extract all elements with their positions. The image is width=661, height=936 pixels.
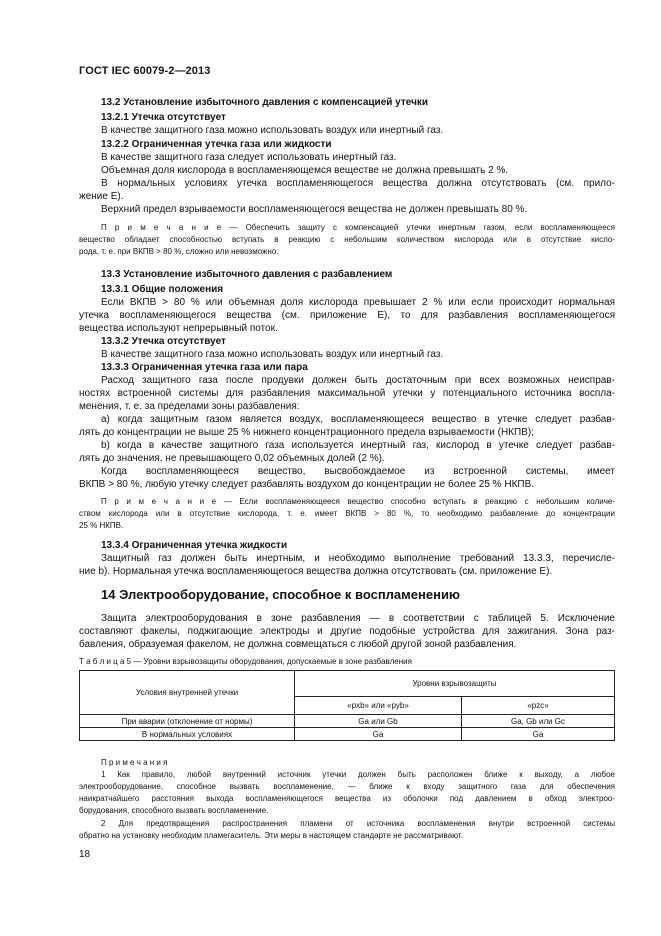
paragraph-line: ностях встроенной системы для разбавления максимальной утечки у потенциального источника воспла- <box>79 388 615 399</box>
paragraph-line: составляют факелы, поджигающие электроды и другие подобные устройства для зажигания. Зона раз- <box>79 626 615 637</box>
section-13-3-4-title: 13.3.4 Ограниченная утечка жидкости <box>101 540 288 551</box>
paragraph-line: В нормальных условиях утечка воспламеняющегося вещества должна отсутствовать (см. прило- <box>101 178 615 189</box>
table-subheader-pzc: «pzc» <box>462 697 615 715</box>
section-13-2-title: 13.2 Установление избыточного давления с компенсацией утечки <box>101 97 429 108</box>
paragraph-line: ние b). Нормальная утечка воспламеняющегося вещества должна отсутствовать (см. приложение E). <box>79 566 553 577</box>
paragraph-line: Защита электрооборудования в зоне разбавления — в соответствии с таблицей 5. Исключение <box>101 613 615 624</box>
section-13-3-title: 13.3 Установление избыточного давления с разбавлением <box>101 269 393 280</box>
table-cell: Ga или Gb <box>295 715 462 728</box>
list-item-a: а) когда защитным газом является воздух, воспламеняющееся вещество в утечке следует разбав- <box>101 414 615 425</box>
paragraph-line: вещества используют непрерывный поток. <box>79 323 278 334</box>
note-line: наикратчайшего расстояния выхода воспламеняющегося вещества из оболочки под давлением в обход электроо- <box>79 794 615 803</box>
section-13-2-1-title: 13.2.1 Утечка отсутствует <box>101 112 226 123</box>
paragraph-line: бавления, образуемая факелом, не должна совмещаться с любой другой зоной разбавления. <box>79 639 517 650</box>
paragraph-line: менения, т. е. за пределами зоны разбавления: <box>79 401 300 412</box>
paragraph-line: Когда воспламеняющееся вещество, высвобождаемое из встроенной системы, имеет <box>101 466 615 477</box>
paragraph-line: Верхний предел взрываемости воспламеняющегося вещества не должен превышать 80 %. <box>101 204 528 215</box>
list-item-b: b) когда в качестве защитного газа используется инертный газ, кислород в утечке следует разбав- <box>101 440 615 451</box>
table-row <box>80 715 615 728</box>
page-number: 18 <box>79 849 91 860</box>
section-13-3-1-title: 13.3.1 Общие положения <box>101 284 224 295</box>
section-13-3-3-title: 13.3.3 Ограниченная утечка газа или пара <box>101 362 308 373</box>
paragraph-line: В качестве защитного газа можно использовать воздух или инертный газ. <box>101 125 444 136</box>
paragraph-line: ВКПВ > 80 %, любую утечку следует разбавлять воздухом до концентрации не более 25 % НКПВ. <box>79 479 535 490</box>
table-cell: При аварии (отклонение от нормы) <box>80 715 295 728</box>
table-subheader-pxb: «pxb» или «pyb» <box>295 697 462 715</box>
table-cell: Ga, Gb или Gc <box>462 715 615 728</box>
paragraph-line: утечка воспламеняющегося вещества (см. приложение E), то для разбавления воспламеняющегося <box>79 310 615 321</box>
note-line: П р и м е ч а н и е — Обеспечить защиту с компенсацией утечки инертным газом, если воспламеняющееся <box>101 223 615 232</box>
note-line: 25 % НКПВ. <box>79 521 124 530</box>
note-line: рода, т. е. при ВКПВ > 80 %, сложно или невозможно. <box>79 247 279 256</box>
paragraph-line: лять до концентрации не выше 25 % нижнего концентрационного предела взрываемости (НКПВ); <box>79 427 534 438</box>
document-header: ГОСТ IEC 60079-2—2013 <box>79 65 211 77</box>
paragraph-line: жение E). <box>79 191 124 202</box>
note-line: 1 Как правило, любой внутренний источник утечки должен быть расположен ближе к выходу, а любое <box>101 770 615 779</box>
note-line: обратно на установку необходим пламегаситель. Эти меры в настоящем стандарте не рассматривают. <box>79 831 463 840</box>
note-line: борудования, способного вызвать воспламенение. <box>79 806 269 815</box>
section-14-title: 14 Электрооборудование, способное к воспламенению <box>101 587 461 602</box>
table-caption: Т а б л и ц а 5 — Уровни взрывозащиты оборудования, допускаемые в зоне разбавления <box>79 657 412 666</box>
paragraph-line: В качестве защитного газа можно использовать воздух или инертный газ. <box>101 349 444 360</box>
table-cell: Ga <box>462 728 615 741</box>
section-13-2-2-title: 13.2.2 Ограниченная утечка газа или жидкости <box>101 139 332 150</box>
note-line: П р и м е ч а н и е — Если воспламеняющееся вещество способно вступать в реакцию с небольшим количе- <box>101 497 615 506</box>
table-row <box>80 728 615 741</box>
note-line: ством кислорода или в отсутствие кислорода, т. е. имеет ВКПВ > 80 %, то необходимо разбавление до концентрации <box>79 509 615 518</box>
section-13-3-2-title: 13.3.2 Утечка отсутствует <box>101 336 226 347</box>
paragraph-line: Расход защитного газа после продувки должен быть достаточным при всех возможных неисправ- <box>101 375 615 386</box>
notes-title: П р и м е ч а н и я <box>101 758 168 767</box>
note-line: вещество обладает способностью вступать в реакцию с небольшим количеством кислорода или в отсутствие кисло- <box>79 235 615 244</box>
paragraph-line: лять до значения, не превышающего 0,02 объемных долей (2 %). <box>79 453 385 464</box>
note-line: электрооборудование, способное вызвать воспламенение, — ближе к входу защитного газа для обеспечения <box>79 782 615 791</box>
paragraph-line: Защитный газ должен быть инертным, и необходимо выполнение требований 13.3.3, перечисле- <box>101 553 615 564</box>
paragraph-line: Если ВКПВ > 80 % или объемная доля кислорода превышает 2 % или если происходит нормальная <box>101 297 615 308</box>
table-cell: Ga <box>295 728 462 741</box>
table-header-condition: Условия внутренней утечки <box>80 671 295 715</box>
table-5 <box>79 670 615 741</box>
note-line: 2 Для предотвращения распространения пламени от источника воспламенения внутри встроенной системы <box>101 819 615 828</box>
table-cell: В нормальных условиях <box>80 728 295 741</box>
table-header-protection-levels: Уровни взрывозащиты <box>295 671 615 697</box>
paragraph-line: В качестве защитного газа следует использовать инертный газ. <box>101 152 397 163</box>
paragraph-line: Объемная доля кислорода в воспламеняющемся веществе не должна превышать 2 %. <box>101 165 509 176</box>
